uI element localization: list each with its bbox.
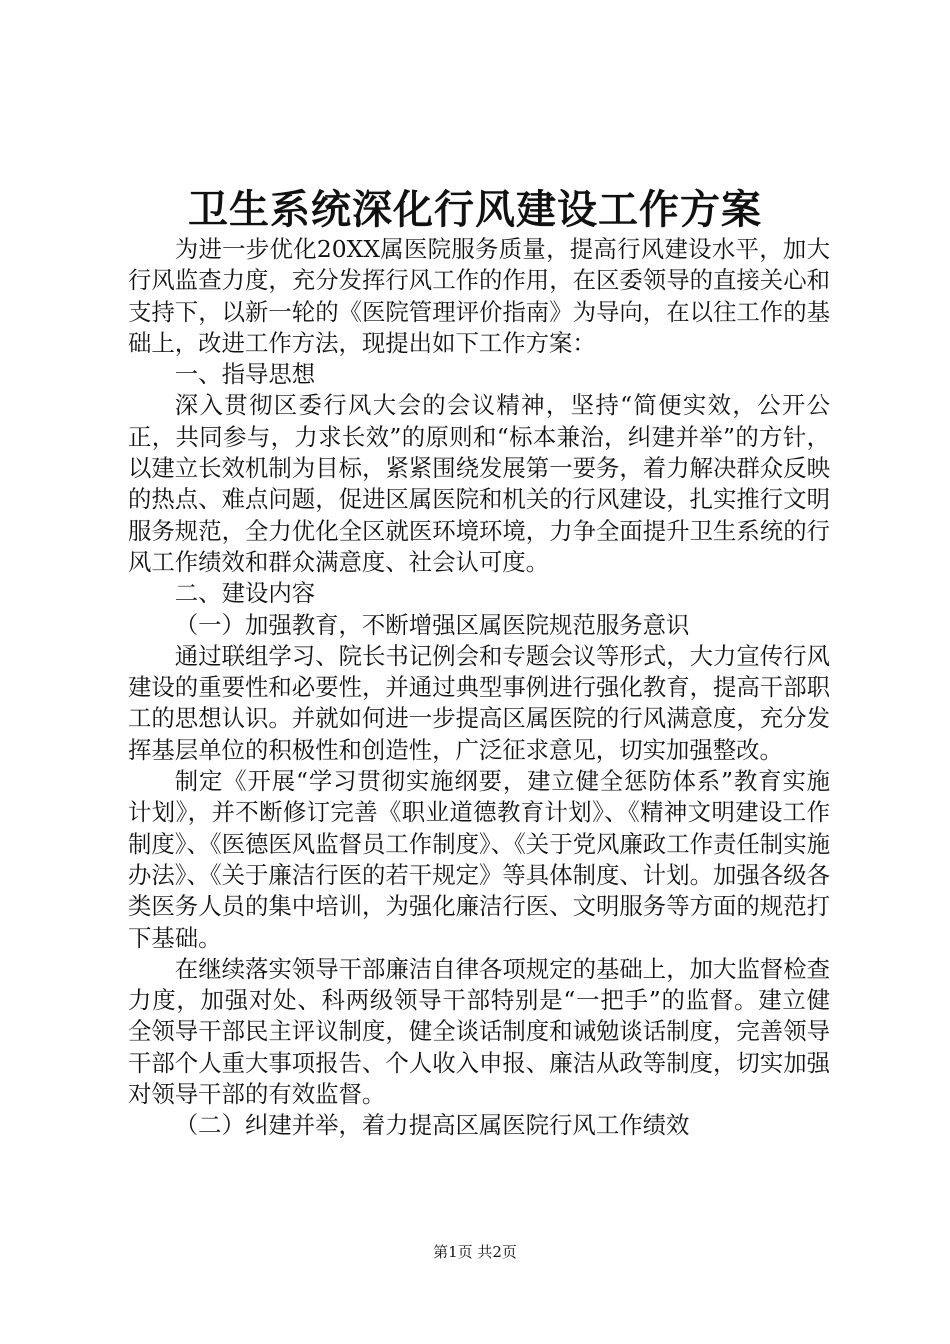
document-title: 卫生系统深化行风建设工作方案 — [188, 186, 762, 233]
document-body — [128, 234, 830, 1142]
paragraph-supervision: 在继续落实领导干部廉洁自律各项规定的基础上，加大监督检查力度，加强对处、科两级领导干部特别是“一把手”的监督。建立健全领导干部民主评议制度，健全谈话制度和诫勉谈话制度，完善领导干部个人重大事项报告、个人收入申报、廉洁从政等制度，切实加强对领导干部的有效监督。 — [128, 954, 830, 1109]
section-heading-2: 二、建设内容 — [174, 579, 316, 608]
page-footer: 第1页 共2页 — [433, 1243, 517, 1261]
paragraph-guiding-thought: 深入贯彻区委行风大会的会议精神，坚持“简便实效，公开公正，共同参与，力求长效”的原则和“标本兼治，纠建并举”的方针，以建立长效机制为目标，紧紧围绕发展第一要务，着力解决群众反映的热点、难点问题，促进区属医院和机关的行风建设，扎实推行文明服务规范，全力优化全区就医环境环境，力争全面提升卫生系统的行风工作绩效和群众满意度、社会认可度。 — [128, 391, 830, 576]
subsection-heading-2: （二）纠建并举，着力提高区属医院行风工作绩效 — [174, 1111, 690, 1140]
paragraph-education: 通过联组学习、院长书记例会和专题会议等形式，大力宣传行风建设的重要性和必要性，并通过典型事例进行强化教育，提高干部职工的思想认识。并就如何进一步提高区属医院的行风满意度，充分发挥基层单位的积极性和创造性，广泛征求意见，切实加强整改。 — [128, 641, 830, 764]
paragraph-regulations: 制定《开展“学习贯彻实施纲要，建立健全惩防体系”教育实施计划》，并不断修订完善《职业道德教育计划》、《精神文明建设工作制度》、《医德医风监督员工作制度》、《关于党风廉政工作责任制实施办法》、《关于廉洁行医的若干规定》等具体制度、计划。加强各级各类医务人员的集中培训，为强化廉洁行医、文明服务等方面的规范打下基础。 — [128, 767, 830, 952]
subsection-heading-1: （一）加强教育，不断增强区属医院规范服务意识 — [174, 610, 690, 639]
section-heading-1: 一、指导思想 — [174, 360, 316, 389]
paragraph-intro: 为进一步优化20XX属医院服务质量，提高行风建设水平，加大行风监查力度，充分发挥行风工作的作用，在区委领导的直接关心和支持下，以新一轮的《医院管理评价指南》为导向，在以往工作的基础上，改进工作方法，现提出如下工作方案： — [128, 235, 830, 357]
